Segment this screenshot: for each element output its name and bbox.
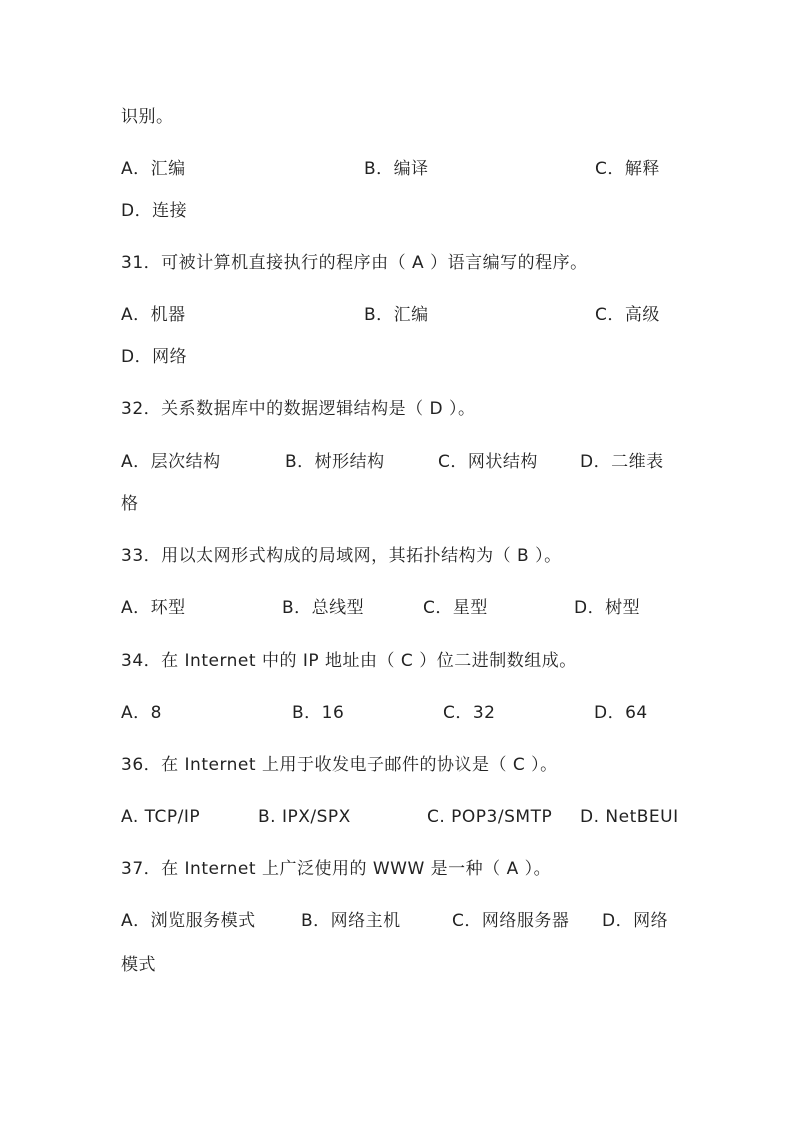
option-b: B．网络主机 [301, 911, 401, 931]
option-b: B．16 [292, 703, 345, 723]
option-c: C. POP3/SMTP [427, 807, 553, 827]
option-d-continued: 格 [121, 494, 139, 514]
option-a: A．环型 [121, 598, 186, 618]
option-a: A．8 [121, 703, 162, 723]
option-d-continued: 模式 [121, 955, 156, 975]
option-d: D．连接 [121, 201, 188, 221]
option-c: C．解释 [595, 159, 660, 179]
option-d: D. NetBEUI [580, 807, 679, 827]
option-d: D．网络 [121, 347, 188, 367]
option-b: B．汇编 [364, 305, 429, 325]
option-b: B．编译 [364, 159, 429, 179]
option-c: C．网状结构 [438, 452, 538, 472]
option-d: D．树型 [574, 598, 641, 618]
option-a: A. TCP/IP [121, 807, 201, 827]
option-c: C．高级 [595, 305, 660, 325]
option-c: C．网络服务器 [452, 911, 570, 931]
question-33: 33．用以太网形式构成的局域网，其拓扑结构为（ B ）。 [121, 546, 562, 566]
option-d: D．二维表 [580, 452, 664, 472]
option-c: C．星型 [423, 598, 488, 618]
question-32: 32．关系数据库中的数据逻辑结构是（ D ）。 [121, 399, 476, 419]
option-b: B．树形结构 [285, 452, 385, 472]
option-a: A．浏览服务模式 [121, 911, 256, 931]
option-a: A．机器 [121, 305, 186, 325]
option-a: A．层次结构 [121, 452, 221, 472]
option-b: B．总线型 [282, 598, 365, 618]
option-a: A．汇编 [121, 159, 186, 179]
question-34: 34．在 Internet 中的 IP 地址由（ C ）位二进制数组成。 [121, 651, 577, 671]
option-d: D．网络 [602, 911, 669, 931]
question-37: 37．在 Internet 上广泛使用的 WWW 是一种（ A ）。 [121, 859, 552, 879]
option-b: B. IPX/SPX [258, 807, 351, 827]
option-c: C．32 [443, 703, 496, 723]
question-31: 31．可被计算机直接执行的程序由（ A ）语言编写的程序。 [121, 253, 588, 273]
option-d: D．64 [594, 703, 648, 723]
question-36: 36．在 Internet 上用于收发电子邮件的协议是（ C ）。 [121, 755, 558, 775]
continued-text: 识别。 [121, 107, 174, 127]
